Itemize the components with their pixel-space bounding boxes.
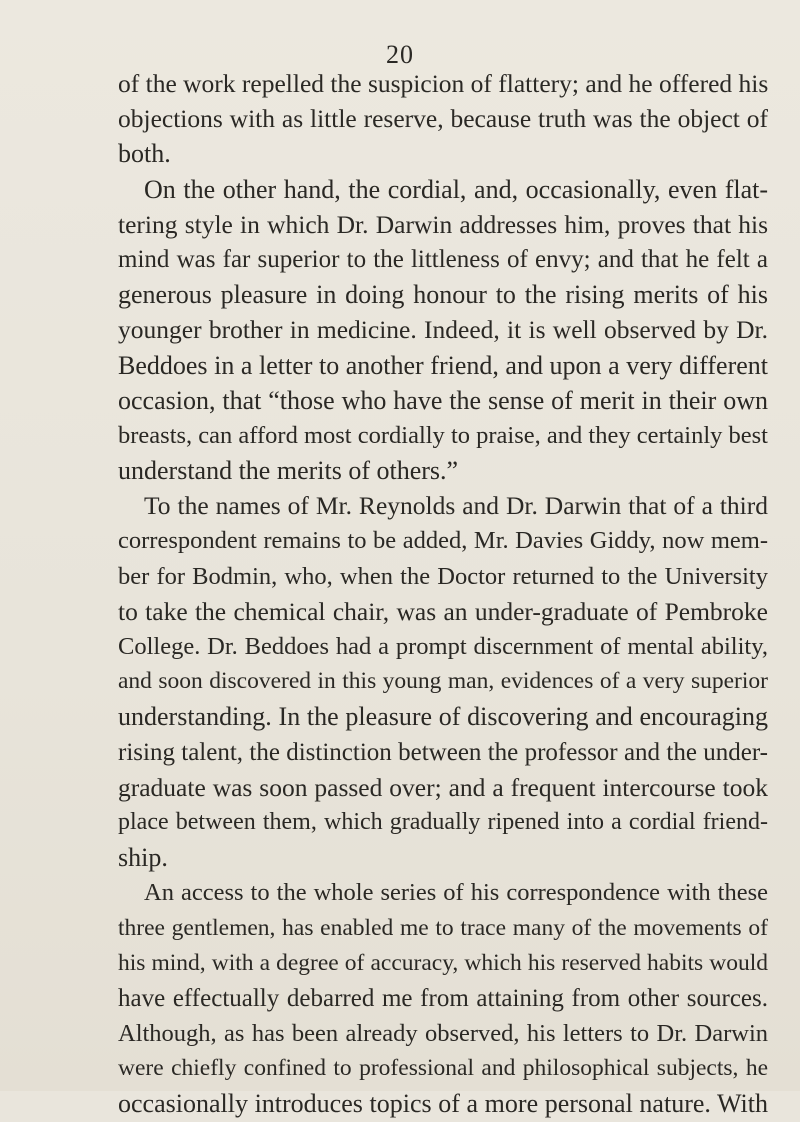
text-line: correspondent remains to be added, Mr. Davies Giddy, now mem-: [118, 527, 768, 555]
text-line: were chiefly confined to professional and philosophical subjects, he: [118, 1055, 768, 1082]
text-line: College. Dr. Beddoes had a prompt discernment of mental ability,: [118, 633, 768, 660]
text-line: understand the merits of others.”: [118, 456, 459, 486]
text-line: occasionally introduces topics of a more personal nature. With: [118, 1089, 768, 1119]
text-line: have effectually debarred me from attaining from other sources.: [118, 984, 768, 1012]
text-line: and soon discovered in this young man, evidences of a very superior: [118, 668, 768, 695]
text-line: graduate was soon passed over; and a frequent intercourse took: [118, 772, 768, 802]
text-line: objections with as little reserve, because truth was the object of: [118, 104, 768, 134]
text-line: tering style in which Dr. Darwin addresses him, proves that his: [118, 209, 768, 239]
text-line: Although, as has been already observed, his letters to Dr. Darwin: [118, 1020, 768, 1048]
body-text: [118, 66, 768, 1122]
text-line: younger brother in medicine. Indeed, it is well observed by Dr.: [118, 315, 768, 345]
text-line: ship.: [118, 843, 168, 873]
text-line: To the names of Mr. Reynolds and Dr. Darwin that of a third: [144, 491, 768, 521]
text-line: to take the chemical chair, was an under-graduate of Pembroke: [118, 596, 768, 626]
text-line: Beddoes in a letter to another friend, and upon a very different: [118, 350, 768, 380]
text-line: generous pleasure in doing honour to the rising merits of his: [118, 280, 768, 310]
text-line: ber for Bodmin, who, when the Doctor returned to the University: [118, 562, 768, 590]
text-line: three gentlemen, has enabled me to trace many of the movements of: [118, 914, 768, 941]
text-line: of the work repelled the suspicion of flattery; and he offered his: [118, 69, 769, 98]
text-line: place between them, which gradually ripened into a cordial friend-: [118, 808, 768, 835]
text-line: understanding. In the pleasure of discovering and encouraging: [118, 702, 768, 732]
text-line: On the other hand, the cordial, and, occasionally, even flat-: [144, 174, 768, 204]
text-line: both.: [118, 139, 171, 169]
text-line: rising talent, the distinction between the professor and the under-: [118, 738, 768, 766]
text-line: An access to the whole series of his correspondence with these: [144, 879, 768, 907]
text-line: breasts, can afford most cordially to praise, and they certainly best: [118, 421, 768, 449]
text-line: mind was far superior to the littleness of envy; and that he felt a: [118, 245, 768, 273]
page-number: 20: [386, 40, 414, 69]
text-line: occasion, that “those who have the sense of merit in their own: [118, 385, 768, 415]
text-line: his mind, with a degree of accuracy, which his reserved habits would: [118, 949, 768, 976]
